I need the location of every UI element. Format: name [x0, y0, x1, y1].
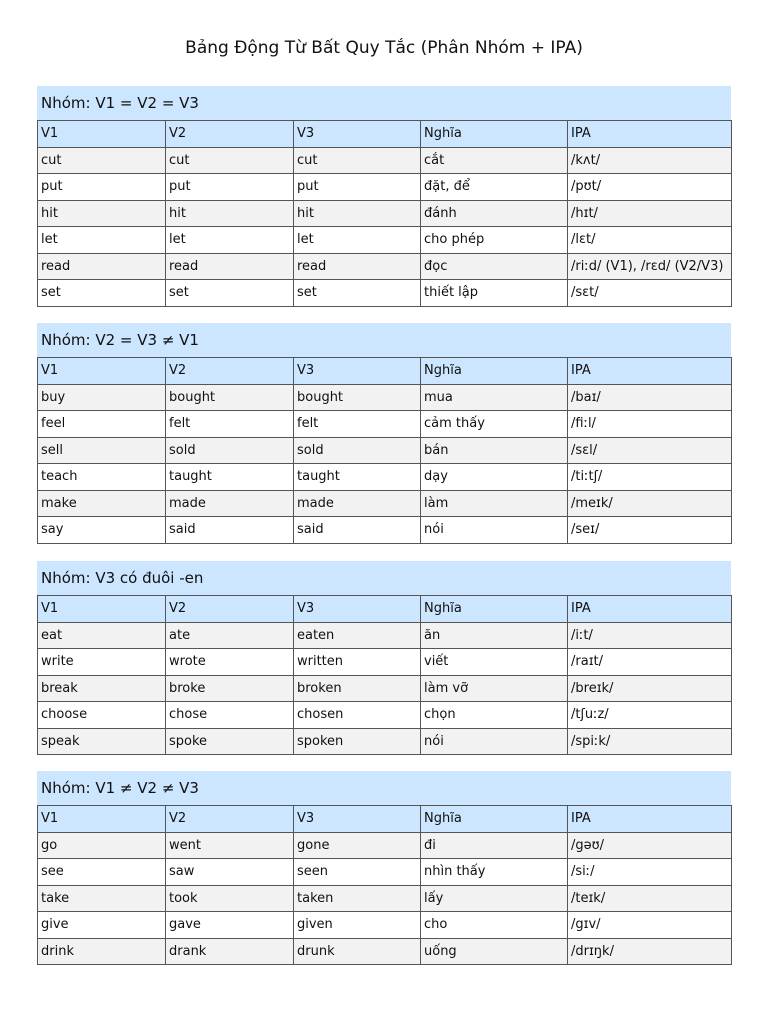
cell-v2: made: [166, 490, 294, 517]
cell-v2: cut: [166, 147, 294, 174]
cell-v3: set: [294, 280, 421, 307]
cell-v1: go: [38, 832, 166, 859]
verb-table: [37, 357, 732, 544]
cell-meaning: thiết lập: [421, 280, 568, 307]
verb-group-en-ending: [37, 561, 731, 755]
cell-v1: see: [38, 859, 166, 886]
verb-table: [37, 120, 732, 307]
cell-v1: set: [38, 280, 166, 307]
group-heading: Nhóm: V1 ≠ V2 ≠ V3: [37, 771, 731, 805]
cell-v1: feel: [38, 411, 166, 438]
cell-ipa: /drɪŋk/: [568, 938, 732, 965]
cell-v3: drunk: [294, 938, 421, 965]
cell-v1: eat: [38, 622, 166, 649]
cell-v2: read: [166, 253, 294, 280]
cell-meaning: nói: [421, 728, 568, 755]
column-header-v1: V1: [38, 121, 166, 148]
table-row: [38, 938, 732, 965]
cell-v2: ate: [166, 622, 294, 649]
cell-v3: gone: [294, 832, 421, 859]
cell-v3: spoken: [294, 728, 421, 755]
table-row: [38, 859, 732, 886]
table-row: [38, 464, 732, 491]
cell-meaning: làm vỡ: [421, 675, 568, 702]
table-row: [38, 728, 732, 755]
cell-ipa: /spiːk/: [568, 728, 732, 755]
group-heading: Nhóm: V1 = V2 = V3: [37, 86, 731, 120]
cell-meaning: chọn: [421, 702, 568, 729]
cell-v1: buy: [38, 384, 166, 411]
page-title: Bảng Động Từ Bất Quy Tắc (Phân Nhóm + IPA): [185, 38, 583, 58]
cell-meaning: cho: [421, 912, 568, 939]
table-row: [38, 384, 732, 411]
cell-meaning: đi: [421, 832, 568, 859]
table-row: [38, 490, 732, 517]
group-heading: Nhóm: V2 = V3 ≠ V1: [37, 323, 731, 357]
cell-v3: hit: [294, 200, 421, 227]
cell-ipa: /kʌt/: [568, 147, 732, 174]
column-header-ipa: IPA: [568, 596, 732, 623]
cell-ipa: /meɪk/: [568, 490, 732, 517]
cell-ipa: /raɪt/: [568, 649, 732, 676]
table-row: [38, 517, 732, 544]
cell-meaning: mua: [421, 384, 568, 411]
cell-v1: put: [38, 174, 166, 201]
table-header-row: [38, 806, 732, 833]
column-header-v3: V3: [294, 596, 421, 623]
cell-meaning: cho phép: [421, 227, 568, 254]
cell-v2: gave: [166, 912, 294, 939]
column-header-v1: V1: [38, 806, 166, 833]
cell-ipa: /sɛt/: [568, 280, 732, 307]
column-header-meaning: Nghĩa: [421, 121, 568, 148]
cell-v2: let: [166, 227, 294, 254]
cell-v1: teach: [38, 464, 166, 491]
cell-v3: made: [294, 490, 421, 517]
cell-v2: set: [166, 280, 294, 307]
cell-v2: bought: [166, 384, 294, 411]
cell-ipa: /seɪ/: [568, 517, 732, 544]
cell-v2: drank: [166, 938, 294, 965]
cell-v1: let: [38, 227, 166, 254]
cell-v3: chosen: [294, 702, 421, 729]
cell-v3: broken: [294, 675, 421, 702]
cell-meaning: nói: [421, 517, 568, 544]
verb-table: [37, 805, 732, 965]
cell-ipa: /gɪv/: [568, 912, 732, 939]
cell-ipa: /breɪk/: [568, 675, 732, 702]
cell-ipa: /sɛl/: [568, 437, 732, 464]
cell-ipa: /baɪ/: [568, 384, 732, 411]
cell-ipa: /gəʊ/: [568, 832, 732, 859]
group-heading: Nhóm: V3 có đuôi -en: [37, 561, 731, 595]
table-row: [38, 675, 732, 702]
cell-v1: speak: [38, 728, 166, 755]
column-header-v2: V2: [166, 358, 294, 385]
table-row: [38, 280, 732, 307]
cell-v3: let: [294, 227, 421, 254]
cell-ipa: /iːt/: [568, 622, 732, 649]
verb-table: [37, 595, 732, 755]
cell-v3: sold: [294, 437, 421, 464]
cell-v1: say: [38, 517, 166, 544]
cell-v2: spoke: [166, 728, 294, 755]
cell-meaning: ăn: [421, 622, 568, 649]
cell-ipa: /tiːtʃ/: [568, 464, 732, 491]
cell-v2: said: [166, 517, 294, 544]
column-header-ipa: IPA: [568, 121, 732, 148]
column-header-v3: V3: [294, 121, 421, 148]
verb-group-v2-equals-v3: [37, 323, 731, 544]
cell-v2: went: [166, 832, 294, 859]
cell-ipa: /hɪt/: [568, 200, 732, 227]
table-row: [38, 437, 732, 464]
table-row: [38, 702, 732, 729]
verb-group-same-forms: [37, 86, 731, 307]
table-header-row: [38, 121, 732, 148]
table-row: [38, 200, 732, 227]
column-header-v2: V2: [166, 121, 294, 148]
cell-v1: make: [38, 490, 166, 517]
table-row: [38, 649, 732, 676]
cell-ipa: /lɛt/: [568, 227, 732, 254]
cell-meaning: đánh: [421, 200, 568, 227]
table-row: [38, 622, 732, 649]
cell-meaning: nhìn thấy: [421, 859, 568, 886]
cell-meaning: làm: [421, 490, 568, 517]
table-header-row: [38, 358, 732, 385]
cell-v2: chose: [166, 702, 294, 729]
cell-v1: hit: [38, 200, 166, 227]
cell-v1: give: [38, 912, 166, 939]
cell-meaning: cảm thấy: [421, 411, 568, 438]
cell-meaning: cắt: [421, 147, 568, 174]
cell-v1: break: [38, 675, 166, 702]
cell-v1: take: [38, 885, 166, 912]
cell-meaning: uống: [421, 938, 568, 965]
column-header-v1: V1: [38, 358, 166, 385]
cell-v3: put: [294, 174, 421, 201]
table-row: [38, 885, 732, 912]
cell-meaning: dạy: [421, 464, 568, 491]
table-row: [38, 912, 732, 939]
cell-v3: eaten: [294, 622, 421, 649]
table-row: [38, 227, 732, 254]
column-header-ipa: IPA: [568, 358, 732, 385]
cell-v2: taught: [166, 464, 294, 491]
column-header-meaning: Nghĩa: [421, 358, 568, 385]
table-row: [38, 253, 732, 280]
table-row: [38, 411, 732, 438]
column-header-v3: V3: [294, 806, 421, 833]
cell-ipa: /fiːl/: [568, 411, 732, 438]
cell-v3: seen: [294, 859, 421, 886]
table-row: [38, 147, 732, 174]
cell-v2: saw: [166, 859, 294, 886]
cell-v1: read: [38, 253, 166, 280]
cell-v3: taught: [294, 464, 421, 491]
cell-v3: cut: [294, 147, 421, 174]
cell-v1: write: [38, 649, 166, 676]
cell-v3: written: [294, 649, 421, 676]
column-header-v3: V3: [294, 358, 421, 385]
cell-v3: taken: [294, 885, 421, 912]
column-header-meaning: Nghĩa: [421, 596, 568, 623]
cell-v3: read: [294, 253, 421, 280]
cell-v2: put: [166, 174, 294, 201]
cell-v3: given: [294, 912, 421, 939]
cell-ipa: /siː/: [568, 859, 732, 886]
cell-ipa: /riːd/ (V1), /rɛd/ (V2/V3): [568, 253, 732, 280]
cell-meaning: đặt, để: [421, 174, 568, 201]
column-header-meaning: Nghĩa: [421, 806, 568, 833]
cell-v3: said: [294, 517, 421, 544]
cell-meaning: viết: [421, 649, 568, 676]
cell-v1: sell: [38, 437, 166, 464]
column-header-v2: V2: [166, 596, 294, 623]
cell-meaning: đọc: [421, 253, 568, 280]
table-header-row: [38, 596, 732, 623]
cell-meaning: bán: [421, 437, 568, 464]
column-header-v2: V2: [166, 806, 294, 833]
cell-v1: cut: [38, 147, 166, 174]
column-header-ipa: IPA: [568, 806, 732, 833]
verb-group-all-different: [37, 771, 731, 965]
cell-ipa: /tʃuːz/: [568, 702, 732, 729]
cell-v2: wrote: [166, 649, 294, 676]
column-header-v1: V1: [38, 596, 166, 623]
cell-v3: felt: [294, 411, 421, 438]
cell-v2: broke: [166, 675, 294, 702]
cell-ipa: /teɪk/: [568, 885, 732, 912]
cell-v1: drink: [38, 938, 166, 965]
table-row: [38, 832, 732, 859]
cell-v2: sold: [166, 437, 294, 464]
cell-meaning: lấy: [421, 885, 568, 912]
cell-v1: choose: [38, 702, 166, 729]
table-row: [38, 174, 732, 201]
cell-v2: took: [166, 885, 294, 912]
cell-v2: felt: [166, 411, 294, 438]
cell-v3: bought: [294, 384, 421, 411]
cell-ipa: /pʊt/: [568, 174, 732, 201]
cell-v2: hit: [166, 200, 294, 227]
